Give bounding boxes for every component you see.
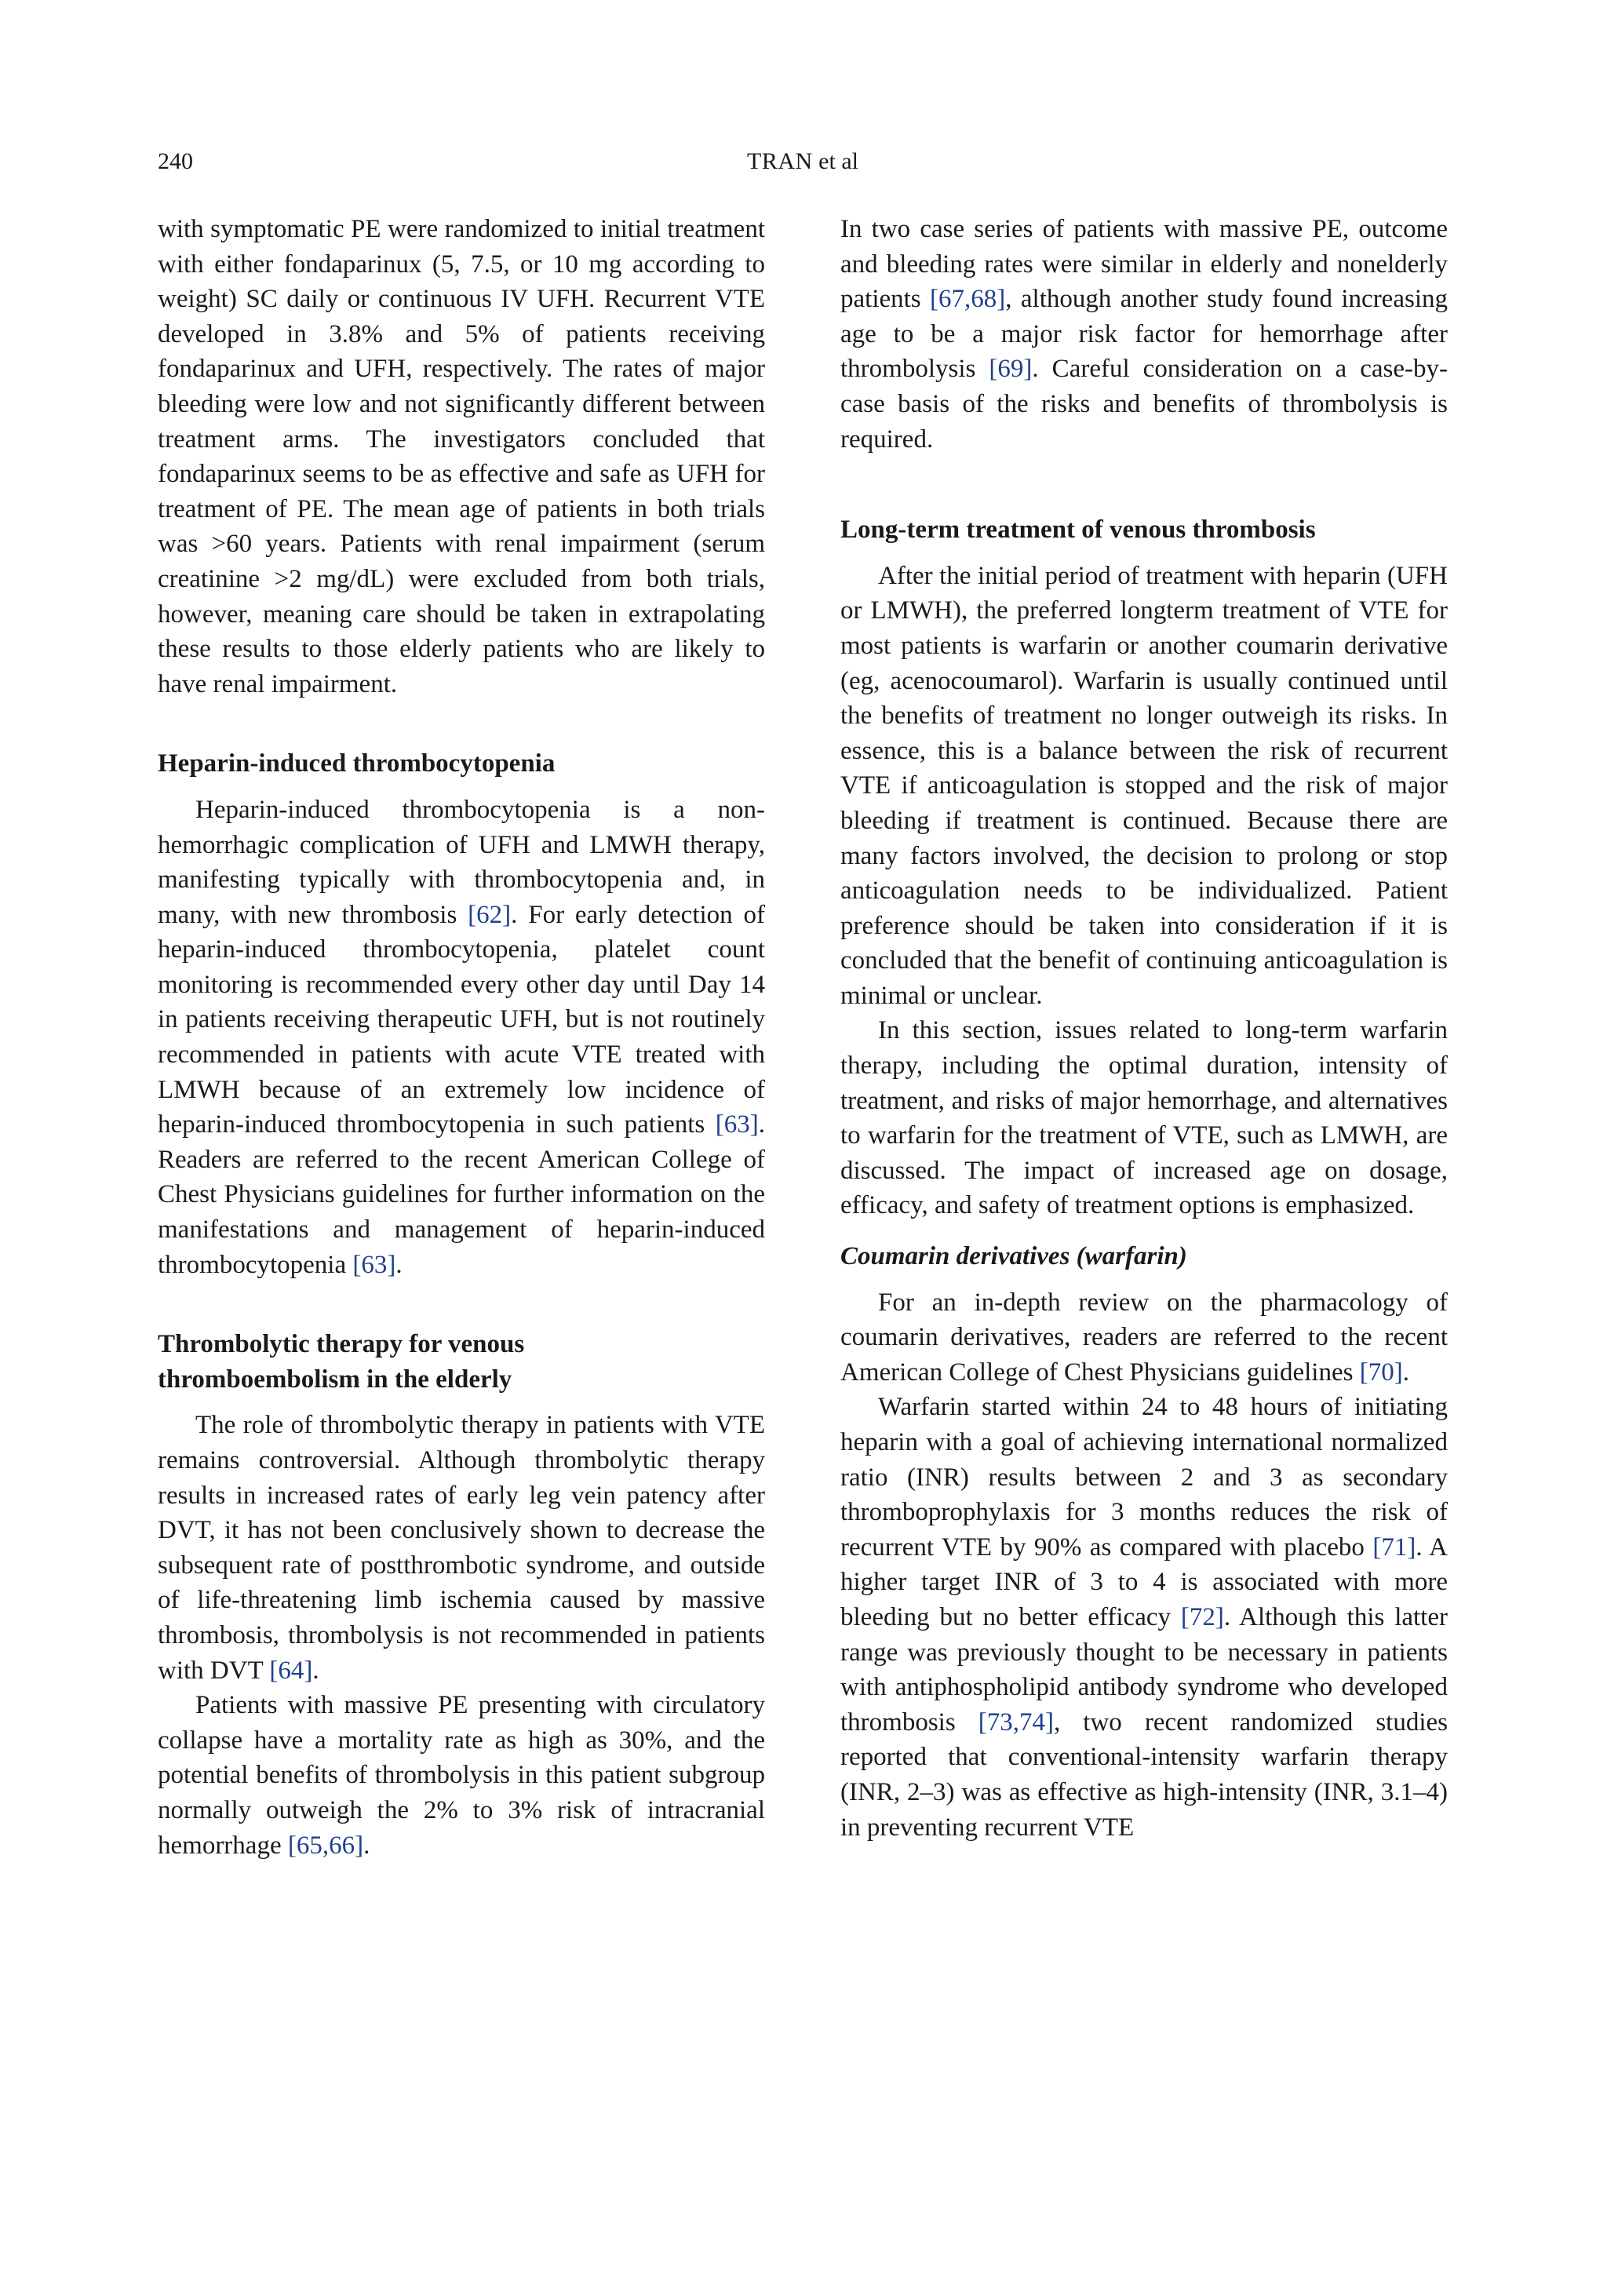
running-title-author: TRAN (747, 148, 813, 174)
running-title-suffix: et al (812, 148, 858, 174)
citation-link[interactable]: [62] (468, 900, 512, 929)
text-run: The role of thrombolytic therapy in patients with VTE remains controversial. Although thrombolytic therapy results in increased rates of early leg vein patency after DVT, it has not been conclusively shown to decrease the subsequent rate of postthrombotic syndrome, and outside of life-threatening limb ischemia caused by massive thrombosis, thrombolysis is not recommended in patients with DVT (158, 1411, 765, 1685)
section-heading-thrombolytic-line1: Thrombolytic therapy for venous (158, 1330, 525, 1359)
section-heading-hit: Heparin-induced thrombocytopenia (158, 749, 556, 778)
citation-link[interactable]: [71] (1372, 1532, 1416, 1562)
text-run: In two case series of patients with massive PE, outcome and bleeding rates were similar in elderly and nonelderly patients (840, 215, 1448, 314)
spacer (158, 702, 765, 746)
paragraph-fondaparinux (158, 212, 765, 702)
section-heading-long-term: Long-term treatment of venous thrombosis (840, 516, 1316, 545)
spacer (840, 1223, 1448, 1239)
paragraph-warfarin-inr (840, 1390, 1448, 1845)
spacer (840, 1274, 1448, 1285)
page-number: 240 (158, 148, 193, 174)
citation-link[interactable]: [64] (269, 1656, 313, 1685)
text-run: . For early detection of heparin-induced thrombocytopenia, platelet count monitoring is recommended every other day until Day 14 in patients receiving therapeutic UFH, but is not routinely recommended in patients with acute VTE treated with LMWH because of an extremely low incidence of heparin-induced thrombocytopenia in such patients (158, 900, 765, 1139)
subsection-heading-coumarin: Coumarin derivatives (warfarin) (840, 1242, 1187, 1271)
citation-link[interactable]: [65,66] (287, 1831, 364, 1860)
text-run: with symptomatic PE were randomized to initial treatment with either fondaparinux (5, 7.5, or 10 mg according to weight) SC daily or continuous IV UFH. Recurrent VTE developed in 3.8% and 5% of patients receiving fondaparinux and UFH, respectively. The rates of major bleeding were low and not significantly different between treatment arms. The investigators concluded that fondaparinux seems to be as effective and safe as UFH for treatment of PE. The mean age of patients in both trials was >60 years. Patients with renal impairment (serum creatinine >2 mg/dL) were excluded from both trials, however, meaning care should be taken in extrapolating these results to those elderly patients who are likely to have renal impairment. (158, 215, 765, 698)
spacer (158, 1397, 765, 1408)
running-title (158, 144, 1448, 179)
paragraph-hit (158, 793, 765, 1282)
text-run: . Careful consideration on a case-by-case basis of the risks and benefits of thrombolysis is required. (840, 355, 1448, 454)
text-run: After the initial period of treatment with heparin (UFH or LMWH), the preferred longterm treatment of VTE for most patients is warfarin or another coumarin derivative (eg, acenocoumarol). Warfarin is usually continued until the benefits of treatment no longer outweigh its risks. In essence, this is a balance between the risk of recurrent VTE if anticoagulation is stopped and the risk of major bleeding if treatment is continued. Because there are many factors involved, the decision to prolong or stop anticoagulation needs to be individualized. Patient preference should be taken into consideration if it is concluded that the benefit of continuing anticoagulation is minimal or unclear. (840, 561, 1448, 1010)
text-run: , although another study found increasing age to be a major risk factor for hemorrhage after thrombolysis (840, 285, 1448, 384)
citation-link[interactable]: [69] (989, 355, 1033, 384)
text-run: . (312, 1656, 319, 1685)
left-column (158, 212, 765, 1863)
text-run: . (1402, 1358, 1409, 1387)
section-heading-thrombolytic (158, 1327, 765, 1397)
text-run: Patients with massive PE presenting with circulatory collapse have a mortality rate as high as 30%, and the potential benefits of thrombolysis in this patient subgroup normally outweigh the 2% to 3% risk of intracranial hemorrhage (158, 1691, 765, 1860)
citation-link[interactable]: [72] (1180, 1602, 1224, 1631)
text-run: Heparin-induced thrombocytopenia is a nonhemorrhagic complication of UFH and LMWH therapy, manifesting typically with thrombocytopenia and, in many, with new thrombosis (158, 795, 765, 929)
spacer (158, 782, 765, 793)
text-run: For an in-depth review on the pharmacology of coumarin derivatives, readers are referred to the recent American College of Chest Physicians guidelines (840, 1288, 1448, 1387)
running-head (158, 144, 1448, 179)
text-run: , two recent randomized studies reported that conventional-intensity warfarin therapy (INR, 2–3) was as effective as high-intensity (INR, 3.1–4) in preventing recurrent VTE (840, 1707, 1448, 1842)
paragraph-this-section (840, 1013, 1448, 1223)
text-run: . (363, 1831, 370, 1860)
section-heading-thrombolytic-line2: thromboembolism in the elderly (158, 1365, 512, 1394)
text-run: Warfarin started within 24 to 48 hours of initiating heparin with a goal of achieving international normalized ratio (INR) results between 2 and 3 as secondary thromboprophylaxis for 3 months reduces the risk of recurrent VTE by 90% as compared with placebo (840, 1393, 1448, 1562)
paragraph-initial-period (840, 559, 1448, 1014)
spacer (840, 548, 1448, 559)
text-run: . (395, 1250, 403, 1279)
text-run: . Readers are referred to the recent American College of Chest Physicians guidelines for further information on the manifestations and management of heparin-induced thrombocytopenia (158, 1110, 765, 1279)
spacer (840, 457, 1448, 512)
spacer (158, 1282, 765, 1327)
paragraph-case-series (840, 212, 1448, 457)
citation-link[interactable]: [67,68] (930, 285, 1006, 314)
paragraph-thrombolytic-role (158, 1408, 765, 1688)
text-run: . Although this latter range was previously thought to be necessary in patients with antiphospholipid antibody syndrome who developed thrombosis (840, 1602, 1448, 1737)
paragraph-massive-pe (158, 1688, 765, 1863)
text-run: In this section, issues related to long-term warfarin therapy, including the optimal duration, intensity of treatment, and risks of major hemorrhage, and alternatives to warfarin for the treatment of VTE, such as LMWH, are discussed. The impact of increased age on dosage, efficacy, and safety of treatment options is emphasized. (840, 1016, 1448, 1220)
paragraph-pharmacology (840, 1285, 1448, 1390)
text-run: . A higher target INR of 3 to 4 is associated with more bleeding but no better efficacy (840, 1532, 1448, 1631)
citation-link[interactable]: [63] (715, 1110, 759, 1139)
citation-link[interactable]: [73,74] (978, 1707, 1054, 1737)
citation-link[interactable]: [70] (1359, 1358, 1403, 1387)
citation-link[interactable]: [63] (352, 1250, 396, 1279)
right-column (840, 212, 1448, 1845)
